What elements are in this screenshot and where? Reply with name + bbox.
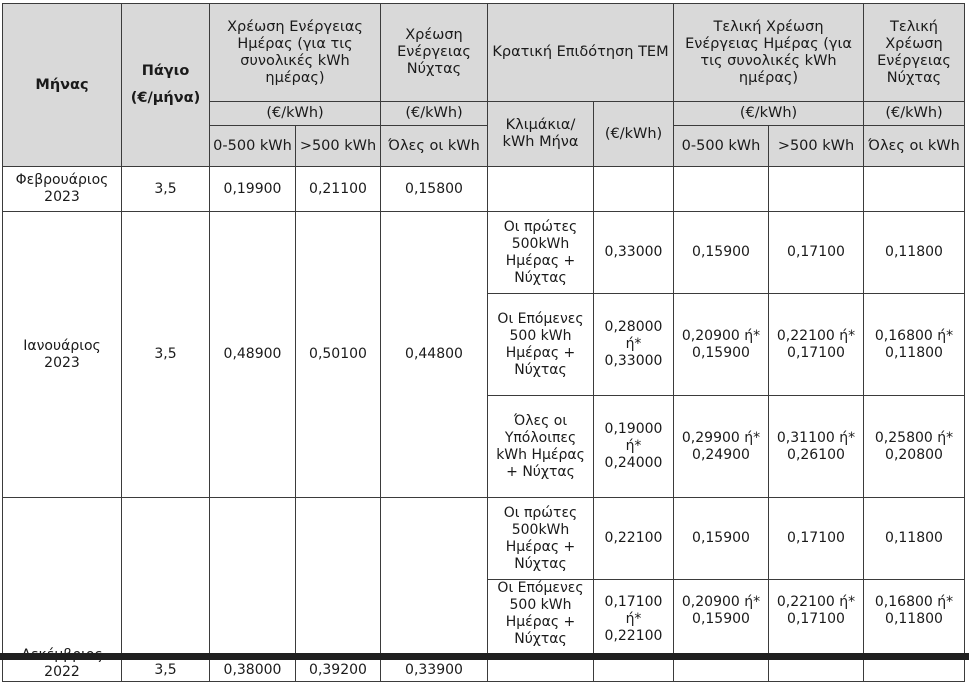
tier-cell: Οι Επόμενες 500 kWh Ημέρας + Νύχτας bbox=[488, 580, 594, 682]
fixed-cell: 3,5 bbox=[122, 212, 210, 498]
subsidy-cell bbox=[594, 167, 674, 212]
final-day-0-500-cell: 0,20900 ή* 0,15900 bbox=[674, 294, 769, 396]
subsidy-cell: 0,22100 bbox=[594, 498, 674, 580]
day-0-500-cell: 0,38000 bbox=[210, 498, 296, 682]
fixed-charge-label: Πάγιο bbox=[141, 63, 190, 79]
month-header: Μήνας bbox=[3, 4, 122, 167]
night-cell: 0,15800 bbox=[381, 167, 488, 212]
final-day-over-500-cell: 0,22100 ή* 0,17100 bbox=[769, 580, 864, 682]
final-night-cell: 0,11800 bbox=[864, 212, 965, 294]
month-cell: 2022 bbox=[3, 498, 122, 682]
night-cell: 0,44800 bbox=[381, 212, 488, 498]
table-body bbox=[3, 167, 965, 682]
table-row bbox=[3, 498, 965, 580]
final-day-over-500-cell: 0,22100 ή* 0,17100 bbox=[769, 294, 864, 396]
night-energy-header: Χρέωση Ενέργειας Νύχτας bbox=[381, 4, 488, 102]
day-band-0-500: 0-500 kWh bbox=[210, 126, 296, 167]
month-cell: Ιανουάριος 2023 bbox=[3, 212, 122, 498]
final-day-0-500-cell: 0,15900 bbox=[674, 498, 769, 580]
subsidy-cell: 0,28000 ή* 0,33000 bbox=[594, 294, 674, 396]
final-night-header: Τελική Χρέωση Ενέργειας Νύχτας bbox=[864, 4, 965, 102]
final-night-cell bbox=[864, 167, 965, 212]
tier-cell bbox=[488, 167, 594, 212]
day-over-500-cell: 0,50100 bbox=[296, 212, 381, 498]
final-night-cell: 0,25800 ή* 0,20800 bbox=[864, 396, 965, 498]
tier-cell: Όλες οι Υπόλοιπες kWh Ημέρας + Νύχτας bbox=[488, 396, 594, 498]
final-night-cell: 0,11800 bbox=[864, 498, 965, 580]
tariff-table bbox=[2, 3, 965, 682]
final-night-cell: 0,16800 ή* 0,11800 bbox=[864, 580, 965, 682]
fixed-cell: 3,5 bbox=[122, 498, 210, 682]
day-band-over-500: >500 kWh bbox=[296, 126, 381, 167]
final-day-0-500-cell: 0,15900 bbox=[674, 212, 769, 294]
final-day-0-500-cell: 0,29900 ή* 0,24900 bbox=[674, 396, 769, 498]
final-night-cell: 0,16800 ή* 0,11800 bbox=[864, 294, 965, 396]
night-band-all: Όλες οι kWh bbox=[381, 126, 488, 167]
night-cell: 0,33900 bbox=[381, 498, 488, 682]
month-cell: Φεβρουάριος 2023 bbox=[3, 167, 122, 212]
bottom-bar bbox=[0, 653, 969, 660]
final-day-over-500-cell bbox=[769, 167, 864, 212]
day-over-500-cell: 0,39200 bbox=[296, 498, 381, 682]
final-night-band-all: Όλες οι kWh bbox=[864, 126, 965, 167]
day-energy-header: Χρέωση Ενέργειας Ημέρας (για τις συνολικές kWh ημέρας) bbox=[210, 4, 381, 102]
fixed-charge-header bbox=[122, 4, 210, 167]
subsidy-header: Κρατική Επιδότηση ΤΕΜ bbox=[488, 4, 674, 102]
fixed-charge-unit: (€/μήνα) bbox=[130, 90, 201, 106]
fixed-cell: 3,5 bbox=[122, 167, 210, 212]
final-day-over-500-cell: 0,31100 ή* 0,26100 bbox=[769, 396, 864, 498]
tier-cell: Οι πρώτες 500kWh Ημέρας + Νύχτας bbox=[488, 212, 594, 294]
final-day-band-over-500: >500 kWh bbox=[769, 126, 864, 167]
final-day-unit: (€/kWh) bbox=[674, 102, 864, 126]
subsidy-cell: 0,33000 bbox=[594, 212, 674, 294]
table-row bbox=[3, 167, 965, 212]
tier-cell: Οι Επόμενες 500 kWh Ημέρας + Νύχτας bbox=[488, 294, 594, 396]
night-energy-unit: (€/kWh) bbox=[381, 102, 488, 126]
table-row bbox=[3, 212, 965, 294]
final-day-over-500-cell: 0,17100 bbox=[769, 498, 864, 580]
day-energy-unit: (€/kWh) bbox=[210, 102, 381, 126]
subsidy-cell: 0,17100 ή* 0,22100 bbox=[594, 580, 674, 682]
subsidy-unit: (€/kWh) bbox=[594, 102, 674, 167]
final-day-over-500-cell: 0,17100 bbox=[769, 212, 864, 294]
final-day-0-500-cell: 0,20900 ή* 0,15900 bbox=[674, 580, 769, 682]
final-night-unit: (€/kWh) bbox=[864, 102, 965, 126]
day-over-500-cell: 0,21100 bbox=[296, 167, 381, 212]
table-header bbox=[3, 4, 965, 167]
final-day-header: Τελική Χρέωση Ενέργειας Ημέρας (για τις συνολικές kWh ημέρας) bbox=[674, 4, 864, 102]
final-day-0-500-cell bbox=[674, 167, 769, 212]
subsidy-cell: 0,19000 ή* 0,24000 bbox=[594, 396, 674, 498]
day-0-500-cell: 0,48900 bbox=[210, 212, 296, 498]
tier-cell: Οι πρώτες 500kWh Ημέρας + Νύχτας bbox=[488, 498, 594, 580]
final-day-band-0-500: 0-500 kWh bbox=[674, 126, 769, 167]
day-0-500-cell: 0,19900 bbox=[210, 167, 296, 212]
tiers-header: Κλιμάκια/ kWh Μήνα bbox=[488, 102, 594, 167]
